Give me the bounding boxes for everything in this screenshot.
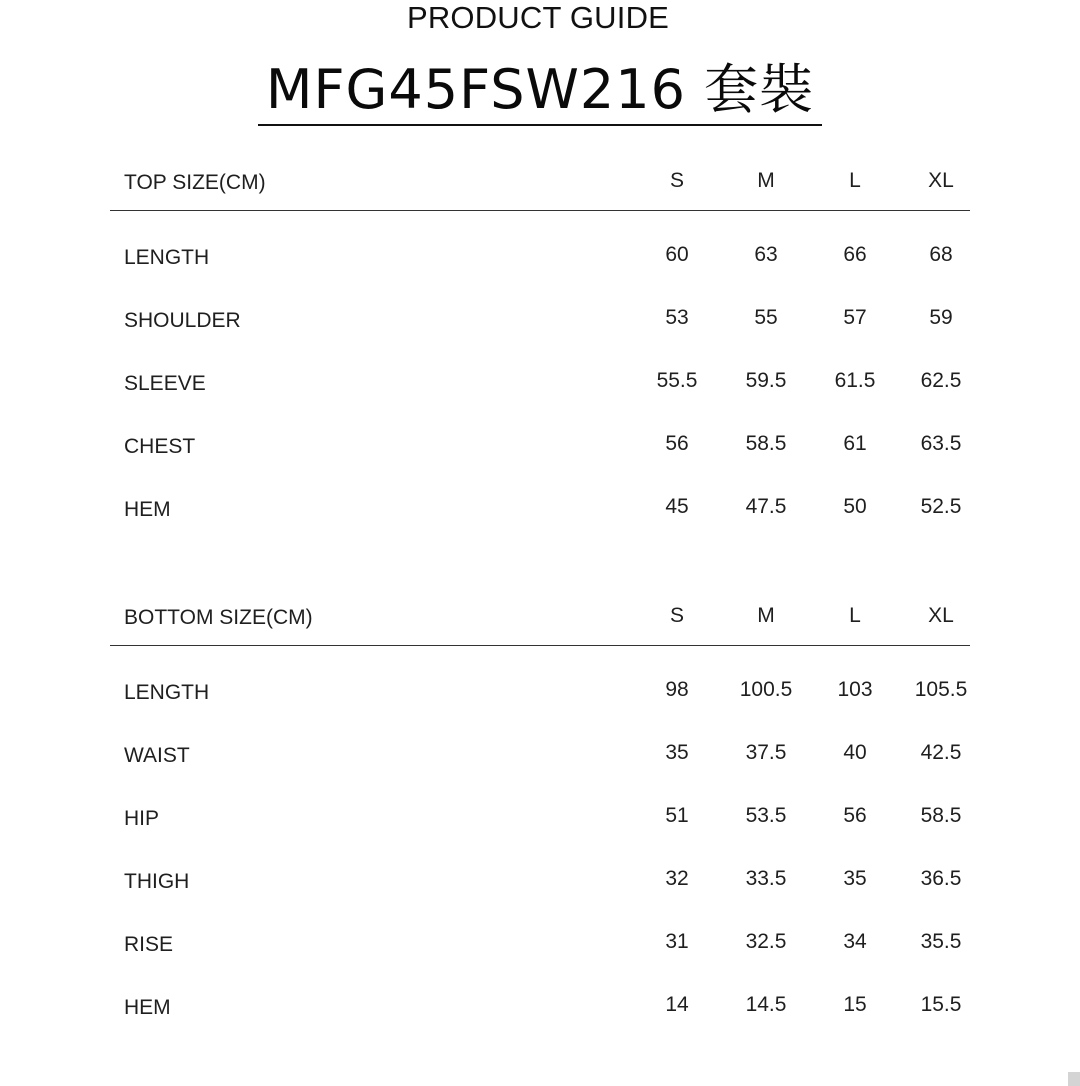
top-size-l: L	[849, 169, 861, 192]
value-m: 55	[754, 306, 778, 329]
product-code-underline	[258, 124, 822, 126]
top-table-rows	[110, 240, 970, 555]
value-s: 60	[665, 243, 689, 266]
bottom-size-l: L	[849, 604, 861, 627]
value-l: 66	[843, 243, 867, 266]
table-row	[110, 366, 970, 429]
top-size-m: M	[757, 169, 775, 192]
row-label: HIP	[124, 807, 160, 830]
top-table-header	[110, 160, 970, 210]
value-l: 35	[843, 867, 867, 890]
value-m: 63	[754, 243, 778, 266]
value-l: 56	[843, 804, 867, 827]
guide-title: PRODUCT GUIDE	[406, 0, 670, 35]
row-label: CHEST	[124, 435, 196, 458]
value-s: 35	[665, 741, 689, 764]
bottom-size-m: M	[757, 604, 775, 627]
product-code: MFG45FSW216 套裝	[265, 58, 815, 121]
value-m: 14.5	[745, 993, 787, 1016]
top-table-divider	[110, 210, 970, 211]
value-xl: 15.5	[920, 993, 962, 1016]
bottom-table-rows	[110, 675, 970, 1053]
value-s: 31	[665, 930, 689, 953]
table-row	[110, 429, 970, 492]
value-s: 53	[665, 306, 689, 329]
value-m: 53.5	[745, 804, 787, 827]
top-size-xl: XL	[928, 169, 954, 192]
value-s: 98	[665, 678, 689, 701]
table-row	[110, 240, 970, 303]
value-xl: 68	[929, 243, 953, 266]
value-l: 61	[843, 432, 867, 455]
value-xl: 36.5	[920, 867, 962, 890]
value-s: 55.5	[656, 369, 698, 392]
table-row	[110, 990, 970, 1053]
value-m: 33.5	[745, 867, 787, 890]
value-xl: 63.5	[920, 432, 962, 455]
value-l: 40	[843, 741, 867, 764]
value-l: 103	[837, 678, 873, 701]
top-table-heading: TOP SIZE(CM)	[124, 171, 266, 194]
value-xl: 42.5	[920, 741, 962, 764]
value-l: 50	[843, 495, 867, 518]
corner-mark	[1068, 1072, 1080, 1086]
row-label: WAIST	[124, 744, 190, 767]
bottom-size-table	[110, 595, 970, 1019]
row-label: HEM	[124, 996, 171, 1019]
top-size-s: S	[669, 169, 684, 192]
table-row	[110, 675, 970, 738]
value-m: 59.5	[745, 369, 787, 392]
value-m: 32.5	[745, 930, 787, 953]
value-s: 51	[665, 804, 689, 827]
value-l: 61.5	[834, 369, 876, 392]
value-xl: 35.5	[920, 930, 962, 953]
value-l: 15	[843, 993, 867, 1016]
value-xl: 58.5	[920, 804, 962, 827]
bottom-size-s: S	[669, 604, 684, 627]
bottom-table-divider	[110, 645, 970, 646]
table-row	[110, 864, 970, 927]
table-row	[110, 801, 970, 864]
value-m: 100.5	[739, 678, 793, 701]
value-l: 34	[843, 930, 867, 953]
row-label: HEM	[124, 498, 171, 521]
bottom-table-heading: BOTTOM SIZE(CM)	[124, 606, 313, 629]
value-l: 57	[843, 306, 867, 329]
row-label: SLEEVE	[124, 372, 206, 395]
bottom-size-xl: XL	[928, 604, 954, 627]
value-s: 56	[665, 432, 689, 455]
value-xl: 62.5	[920, 369, 962, 392]
row-label: THIGH	[124, 870, 190, 893]
value-m: 58.5	[745, 432, 787, 455]
value-s: 14	[665, 993, 689, 1016]
table-row	[110, 738, 970, 801]
row-label: LENGTH	[124, 246, 210, 269]
value-xl: 105.5	[914, 678, 968, 701]
value-m: 47.5	[745, 495, 787, 518]
table-row	[110, 492, 970, 555]
value-m: 37.5	[745, 741, 787, 764]
table-row	[110, 927, 970, 990]
value-s: 45	[665, 495, 689, 518]
row-label: SHOULDER	[124, 309, 241, 332]
row-label: LENGTH	[124, 681, 210, 704]
value-xl: 52.5	[920, 495, 962, 518]
table-row	[110, 303, 970, 366]
value-xl: 59	[929, 306, 953, 329]
top-size-table	[110, 160, 970, 521]
row-label: RISE	[124, 933, 174, 956]
bottom-table-header	[110, 595, 970, 645]
value-s: 32	[665, 867, 689, 890]
